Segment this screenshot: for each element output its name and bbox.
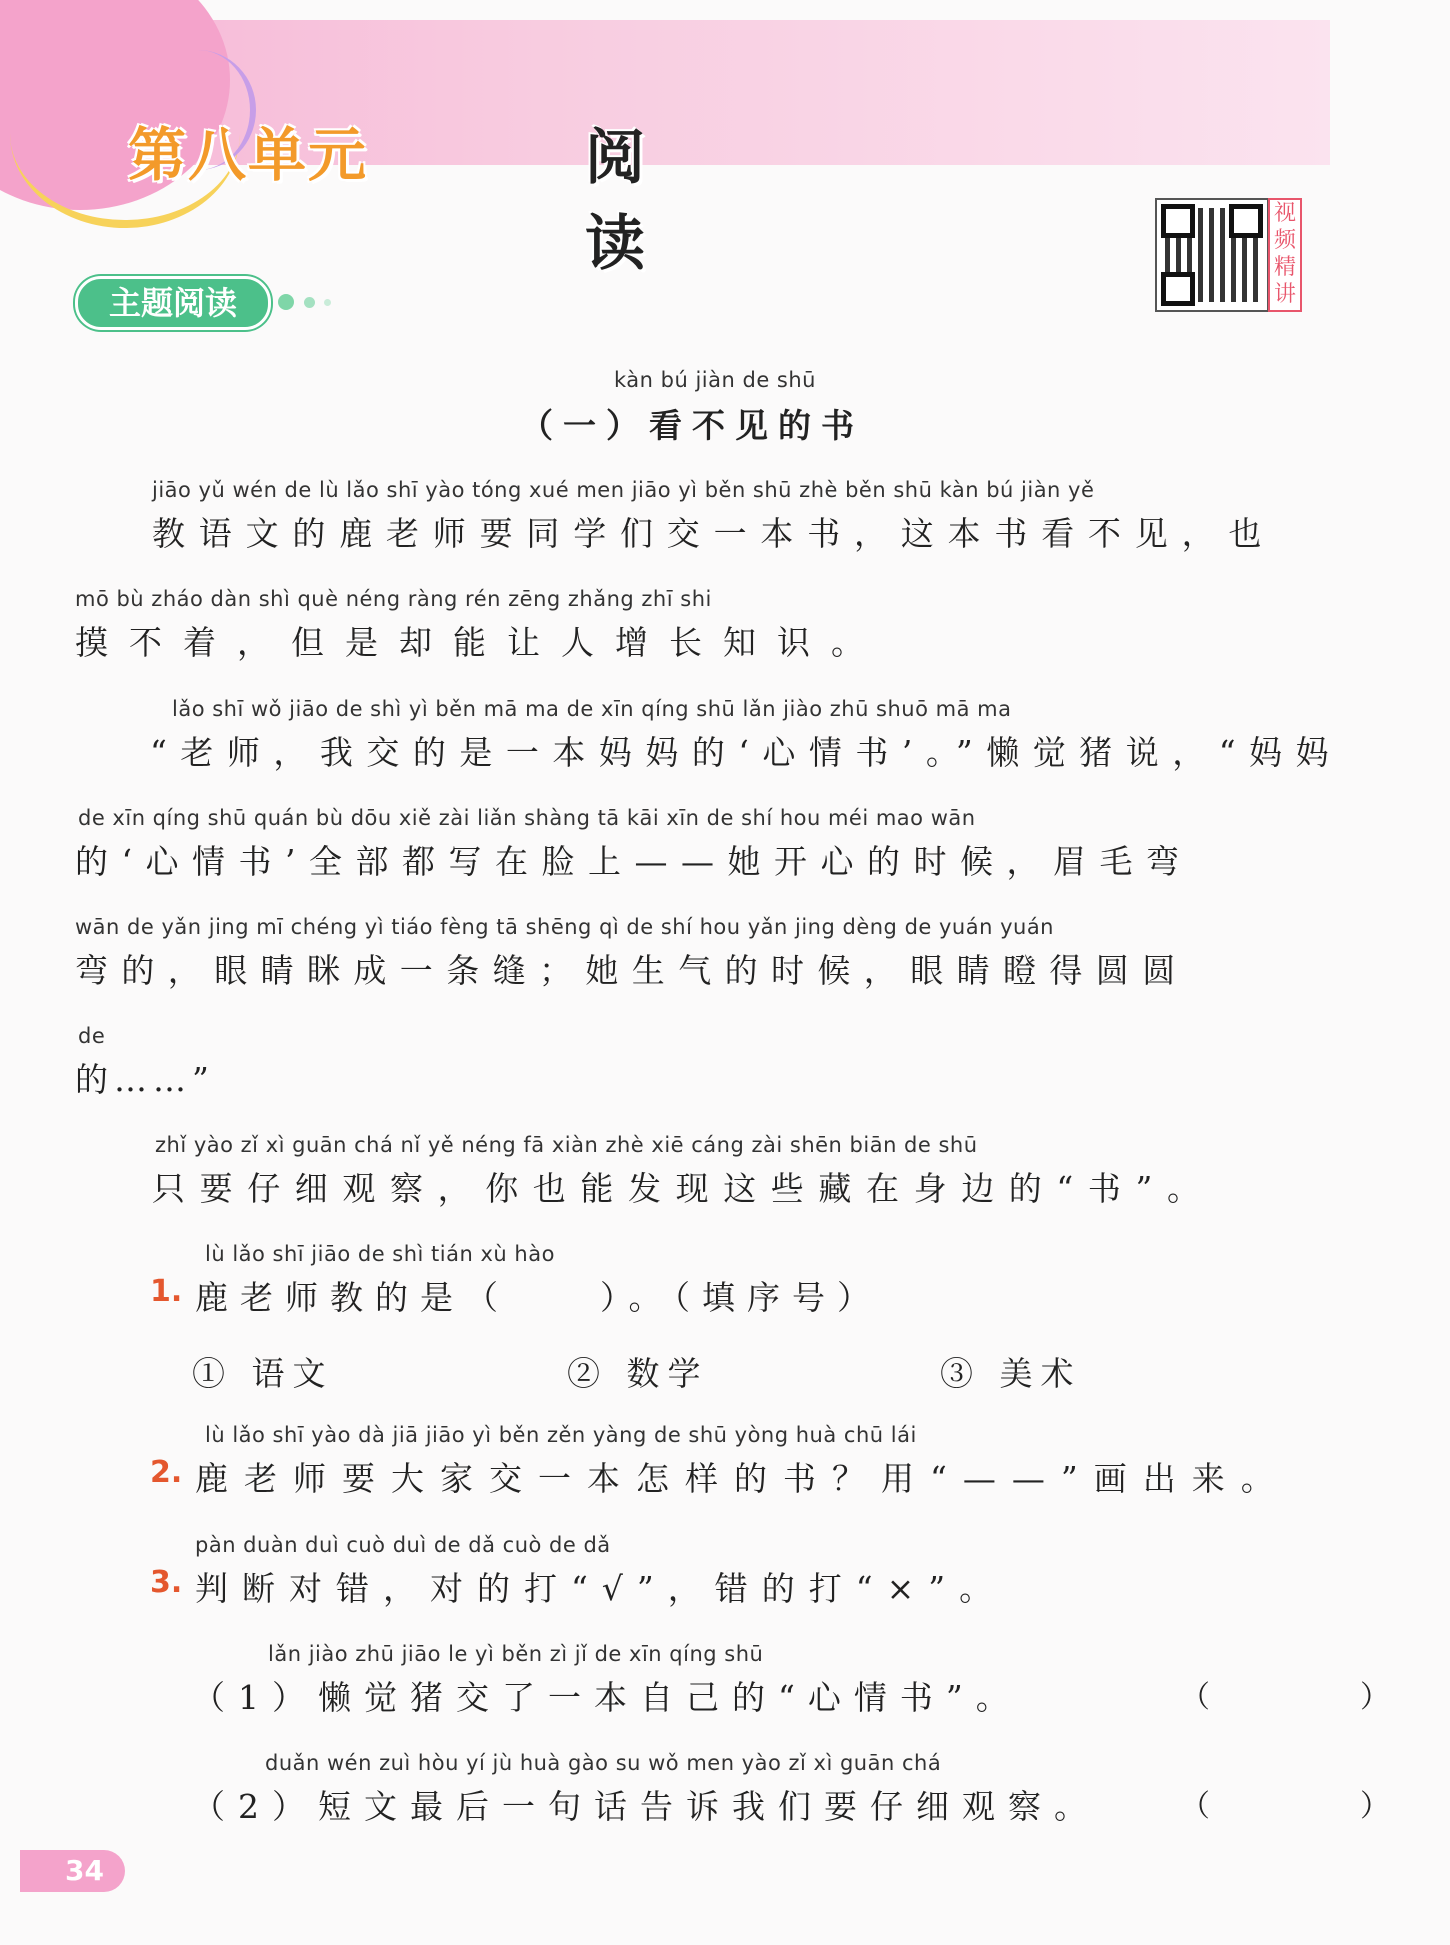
story-line: 弯的，眼睛眯成一条缝；她生气的时候，眼睛瞪得圆圆	[75, 951, 1189, 990]
story-line: “老师，我交的是一本妈妈的‘心情书’。”懒觉猪说，“妈妈	[150, 733, 1343, 772]
qr-code[interactable]	[1155, 198, 1269, 312]
question-pinyin: lù lǎo shī jiāo de shì tián xù hào	[205, 1242, 555, 1266]
story-line: 的……”	[75, 1060, 215, 1099]
story-line-pinyin: de xīn qíng shū quán bù dōu xiě zài liǎn shàng tā kāi xīn de shí hou méi mao wān	[78, 806, 976, 830]
judgment-answer-box[interactable]: （ ）	[1180, 1789, 1450, 1824]
story-title: （一）看不见的书	[520, 406, 864, 445]
question-text: 判断对错，对的打“√”，错的打“×”。	[195, 1569, 1007, 1608]
question-number: 3.	[150, 1565, 183, 1600]
theme-reading-tag: 主题阅读	[75, 276, 271, 330]
question-pinyin: pàn duàn duì cuò duì de dǎ cuò de dǎ	[195, 1533, 611, 1557]
judgment-pinyin: duǎn wén zuì hòu yí jù huà gào su wǒ men yào zǐ xì guān chá	[265, 1751, 942, 1775]
question-number: 1.	[150, 1274, 183, 1309]
story-line: 摸不着，但是却能让人增长知识。	[75, 623, 885, 662]
question-text: 鹿老师要大家交一本怎样的书？用“——”画出来。	[195, 1459, 1290, 1498]
story-line-pinyin: mō bù zháo dàn shì què néng ràng rén zēng zhǎng zhī shi	[75, 587, 712, 611]
judgment-text: （1）懒觉猪交了一本自己的“心情书”。	[192, 1678, 1022, 1717]
page-number: 34	[20, 1850, 125, 1892]
story-line-pinyin: de	[78, 1024, 106, 1048]
story-line-pinyin: lǎo shī wǒ jiāo de shì yì běn mā ma de xīn qíng shū lǎn jiào zhū shuō mā ma	[172, 697, 1012, 721]
story-line: 教语文的鹿老师要同学们交一本书，这本书看不见，也	[152, 514, 1276, 553]
section-title: 阅 读	[585, 123, 885, 279]
story-line-pinyin: zhǐ yào zǐ xì guān chá nǐ yě néng fā xiàn zhè xiē cáng zài shēn biān de shū	[155, 1133, 978, 1157]
question-pinyin: lù lǎo shī yào dà jiā jiāo yì běn zěn yàng de shū yòng huà chū lái	[205, 1423, 917, 1447]
story-title-pinyin: kàn bú jiàn de shū	[614, 368, 816, 392]
story-line: 的‘心情书’全部都写在脸上——她开心的时候，眉毛弯	[75, 842, 1193, 881]
video-explain-label: 视频精讲	[1268, 198, 1302, 312]
option-math[interactable]: ② 数学	[567, 1354, 709, 1393]
judgment-pinyin: lǎn jiào zhū jiāo le yì běn zì jǐ de xīn qíng shū	[268, 1642, 764, 1666]
question-text: 鹿老师教的是（ ）。（填序号）	[195, 1278, 882, 1317]
option-chinese[interactable]: ① 语文	[192, 1354, 334, 1393]
story-line: 只要仔细观察，你也能发现这些藏在身边的“书”。	[152, 1169, 1215, 1208]
question-number: 2.	[150, 1455, 183, 1490]
unit-title: 第八单元	[128, 121, 369, 189]
judgment-text: （2）短文最后一句话告诉我们要仔细观察。	[192, 1787, 1100, 1826]
option-art[interactable]: ③ 美术	[940, 1354, 1082, 1393]
judgment-answer-box[interactable]: （ ）	[1180, 1680, 1450, 1715]
story-line-pinyin: wān de yǎn jing mī chéng yì tiáo fèng tā shēng qì de shí hou yǎn jing dèng de yuán yuán	[75, 915, 1054, 939]
story-line-pinyin: jiāo yǔ wén de lù lǎo shī yào tóng xué men jiāo yì běn shū zhè běn shū kàn bú jiàn yě	[152, 478, 1095, 502]
